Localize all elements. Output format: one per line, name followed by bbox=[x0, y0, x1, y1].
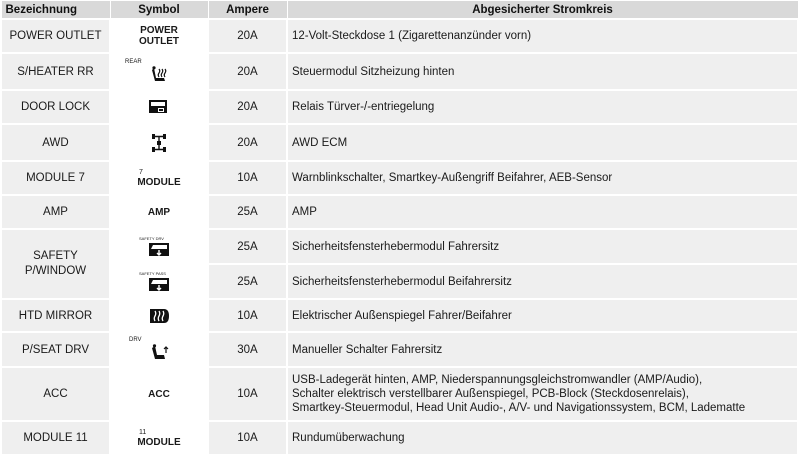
description-line: Schalter elektrisch verstellbarer Außenspiegel, PCB-Block (Steckdosenrelais), bbox=[292, 388, 689, 400]
window-icon bbox=[147, 241, 171, 258]
symbol-label: REAR bbox=[125, 59, 142, 65]
fuse-name: P/SEAT DRV bbox=[1, 332, 110, 367]
header-bezeichnung: Bezeichnung bbox=[1, 1, 110, 20]
table-row bbox=[1, 229, 798, 264]
fuse-name: S/HEATER RR bbox=[1, 53, 110, 90]
fuse-ampere: 10A bbox=[208, 299, 287, 332]
fuse-ampere: 25A bbox=[208, 229, 287, 264]
header-row bbox=[1, 1, 798, 20]
fuse-description: AWD ECM bbox=[287, 124, 798, 161]
table-row bbox=[1, 90, 798, 124]
fuse-description: Elektrischer Außenspiegel Fahrer/Beifahrer bbox=[287, 299, 798, 332]
awd-icon bbox=[150, 132, 168, 154]
fuse-description bbox=[287, 367, 798, 421]
table-row bbox=[1, 124, 798, 161]
fuse-symbol bbox=[110, 421, 208, 455]
fuse-symbol bbox=[110, 299, 208, 332]
fuse-symbol bbox=[110, 53, 208, 90]
fuse-ampere: 20A bbox=[208, 90, 287, 124]
table-row bbox=[1, 19, 798, 53]
fuse-description: Sicherheitsfensterhebermodul Fahrersitz bbox=[287, 229, 798, 264]
table-row bbox=[1, 421, 798, 455]
fuse-symbol bbox=[110, 124, 208, 161]
window-icon bbox=[147, 276, 171, 293]
fuse-symbol bbox=[110, 90, 208, 124]
fuse-ampere: 20A bbox=[208, 53, 287, 90]
fuse-symbol bbox=[110, 19, 208, 53]
fuse-symbol bbox=[110, 264, 208, 299]
fuse-ampere: 20A bbox=[208, 124, 287, 161]
fuse-symbol bbox=[110, 161, 208, 195]
fuse-description: Warnblinkschalter, Smartkey-Außengriff Beifahrer, AEB-Sensor bbox=[287, 161, 798, 195]
symbol-superscript: 11 bbox=[139, 428, 147, 436]
fuse-ampere: 25A bbox=[208, 195, 287, 229]
fuse-ampere: 30A bbox=[208, 332, 287, 367]
fuse-name: POWER OUTLET bbox=[1, 19, 110, 53]
symbol-label: SAFETY PASS bbox=[139, 270, 166, 276]
table-row bbox=[1, 53, 798, 90]
symbol-label: SAFETY DRV bbox=[139, 235, 164, 241]
symbol-text: POWER OUTLET bbox=[139, 25, 179, 47]
description-line: USB-Ladegerät hinten, AMP, Niederspannungsgleichstromwandler (AMP/Audio), bbox=[292, 374, 703, 386]
table-row bbox=[1, 264, 798, 299]
fuse-ampere: 10A bbox=[208, 421, 287, 455]
fuse-name: ACC bbox=[1, 367, 110, 421]
door-lock-icon bbox=[147, 99, 171, 115]
fuse-ampere: 20A bbox=[208, 19, 287, 53]
heated-mirror-icon bbox=[147, 307, 171, 325]
fuse-name: AWD bbox=[1, 124, 110, 161]
header-symbol: Symbol bbox=[110, 1, 208, 20]
fuse-name: DOOR LOCK bbox=[1, 90, 110, 124]
fuse-name: MODULE 7 bbox=[1, 161, 110, 195]
symbol-superscript: 7 bbox=[139, 168, 143, 176]
fuse-description: Manueller Schalter Fahrersitz bbox=[287, 332, 798, 367]
symbol-text: MODULE bbox=[137, 176, 181, 188]
fuse-ampere: 25A bbox=[208, 264, 287, 299]
fuse-description: AMP bbox=[287, 195, 798, 229]
symbol-text: AMP bbox=[147, 206, 171, 218]
fuse-description: Steuermodul Sitzheizung hinten bbox=[287, 53, 798, 90]
fuse-name: SAFETY P/WINDOW bbox=[1, 229, 110, 299]
fuse-description: Relais Türver-/-entriegelung bbox=[287, 90, 798, 124]
seat-heater-icon bbox=[148, 66, 170, 84]
table-row bbox=[1, 299, 798, 332]
symbol-text: MODULE bbox=[137, 436, 181, 448]
fuse-symbol bbox=[110, 367, 208, 421]
fuse-ampere: 10A bbox=[208, 367, 287, 421]
fuse-name: MODULE 11 bbox=[1, 421, 110, 455]
power-seat-icon bbox=[149, 344, 169, 362]
table-row bbox=[1, 161, 798, 195]
header-stromkreis: Abgesicherter Stromkreis bbox=[287, 1, 798, 20]
symbol-text: ACC bbox=[148, 388, 170, 400]
fuse-description: Rundumüberwachung bbox=[287, 421, 798, 455]
table-row bbox=[1, 332, 798, 367]
fuse-symbol bbox=[110, 195, 208, 229]
fuse-name: AMP bbox=[1, 195, 110, 229]
header-ampere: Ampere bbox=[208, 1, 287, 20]
fuse-description: 12-Volt-Steckdose 1 (Zigarettenanzünder vorn) bbox=[287, 19, 798, 53]
fuse-symbol bbox=[110, 229, 208, 264]
fuse-description: Sicherheitsfensterhebermodul Beifahrersitz bbox=[287, 264, 798, 299]
fuse-ampere: 10A bbox=[208, 161, 287, 195]
fuse-symbol bbox=[110, 332, 208, 367]
symbol-label: DRV bbox=[129, 337, 142, 343]
fuse-name: HTD MIRROR bbox=[1, 299, 110, 332]
description-line: Smartkey-Steuermodul, Head Unit Audio-, A/V- und Navigationssystem, BCM, Lademattе bbox=[292, 402, 746, 414]
table-row bbox=[1, 367, 798, 421]
table-row bbox=[1, 195, 798, 229]
